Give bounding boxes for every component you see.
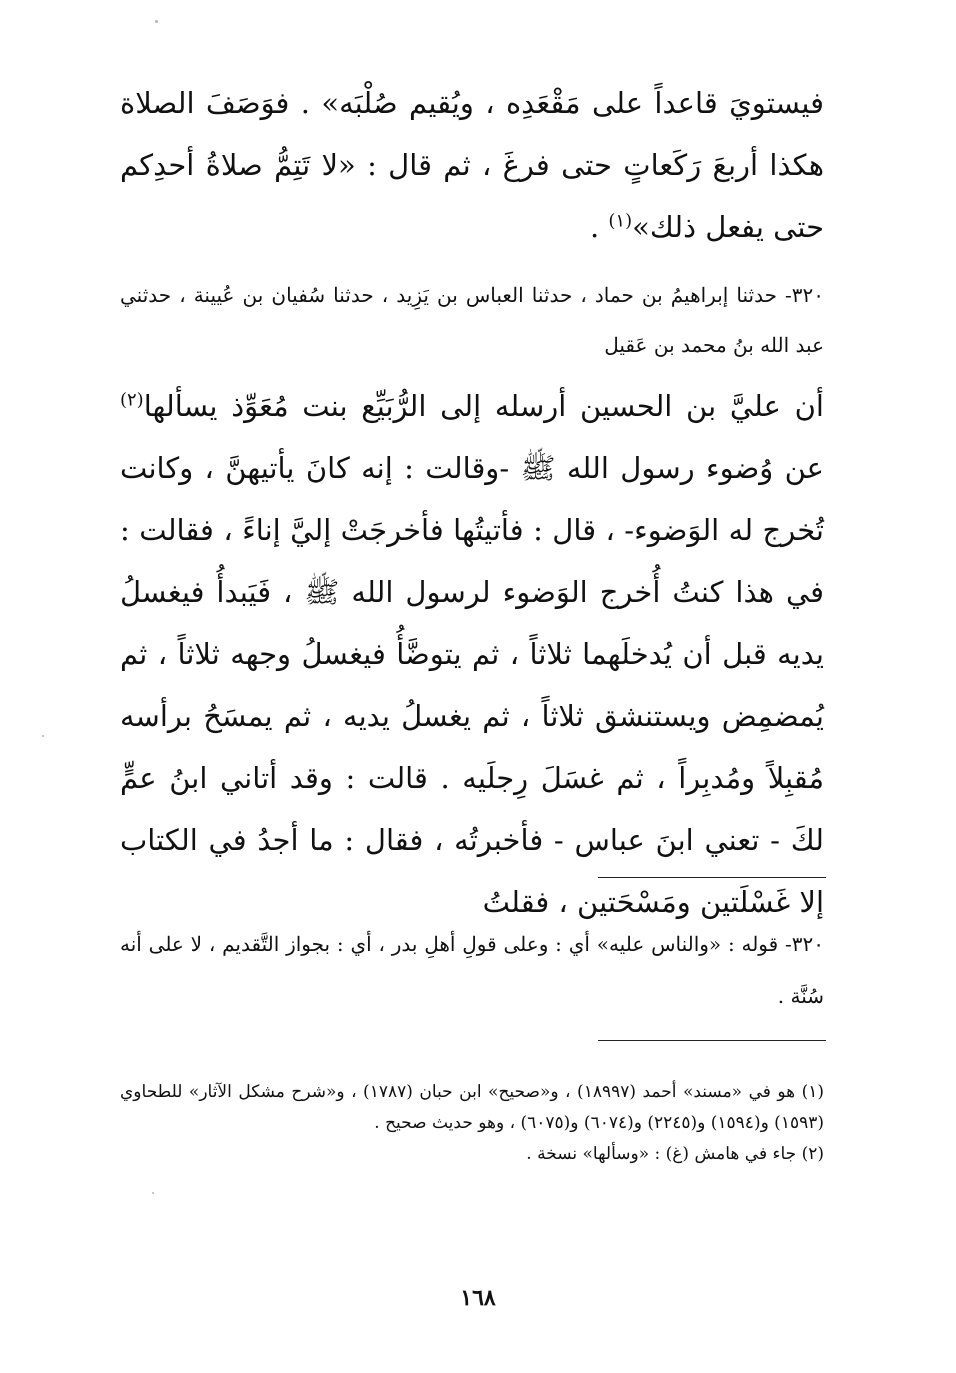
- hadith-320-text: [120, 375, 824, 933]
- paragraph-end: .: [589, 210, 609, 244]
- footnote-2: (٢) جاء في هامش (غ) : «وسألها» نسخة .: [526, 1144, 824, 1164]
- paragraph-continuation: [120, 72, 824, 258]
- scan-speck: [42, 735, 44, 737]
- footnote-reference-2[interactable]: (٢): [120, 389, 144, 411]
- commentary-divider: [598, 877, 826, 878]
- footnotes: [120, 1077, 824, 1170]
- hadith-320-chain: ٣٢٠- حدثنا إبراهيمُ بن حماد ، حدثنا العباس بن يَزِيد ، حدثنا سُفيان بن عُيينة ، حدثني عبد الله بنُ محمد بن عَقيل: [120, 283, 824, 357]
- scan-speck: [155, 20, 158, 23]
- footnotes-divider: [598, 1040, 826, 1041]
- scan-speck: [152, 1192, 154, 1194]
- hadith-text-part-2: عن وُضوء رسول الله ﷺ -وقالت : إنه كانَ يأتيهنَّ ، وكانت تُخرج له الوَضوء- ، قال : فأتيتُها فأخرجَتْ إليَّ إناءً ، فقالت : في هذا كنتُ أُخرج الوَضوء لرسول الله ﷺ ، فَيَبدأُ فيغسلُ يديه قبل أن يُدخلَهما ثلاثاً ، ثم يتوضَّأُ فيغسلُ وجهه ثلاثاً ، ثم يُمضمِض ويستنشق ثلاثاً ، ثم يغسلُ يديه ، ثم يمسَحُ برأسه مُقبِلاً ومُدبِراً ، ثم غسَلَ رِجلَيه . قالت : وقد أتاني ابنُ عمٍّ لكَ - تعني ابنَ عباس - فأخبرتُه ، فقال : ما أجدُ في الكتاب إلا غَسْلَتين ومَسْحَتين ، فقلتُ: [120, 451, 824, 919]
- hadith-text-part-1: أن عليَّ بن الحسين أرسله إلى الرُّبَيِّع بنت مُعَوِّذ يسألها: [143, 389, 824, 423]
- footnote-1: (١) هو في «مسند» أحمد (١٨٩٩٧) ، و«صحيح» ابن حبان (١٧٨٧) ، و«شرح مشكل الآثار» للطحاوي (١٥٩٣) و(١٥٩٤) و(٢٢٤٥) و(٦٠٧٤) و(٦٠٧٥) ، وهو حديث صحيح .: [120, 1082, 825, 1133]
- footnote-reference-1[interactable]: (١): [608, 210, 633, 232]
- commentary-note: ٣٢٠- قوله : «والناس عليه» أي : وعلى قولِ أهلِ بدر ، أي : بجواز التَّقديم ، لا على أنه سُنَّة .: [120, 932, 824, 1008]
- paragraph-text: فيستويَ قاعداً على مَقْعَدِه ، ويُقيم صُلْبَه» . فوَصَفَ الصلاة هكذا أربعَ رَكَعاتٍ حتى فرغَ ، ثم قال : «لا تَتِمُّ صلاةُ أحدِكم حتى يفعل ذلك»: [120, 86, 824, 244]
- page-number: ١٦٨: [460, 1285, 496, 1311]
